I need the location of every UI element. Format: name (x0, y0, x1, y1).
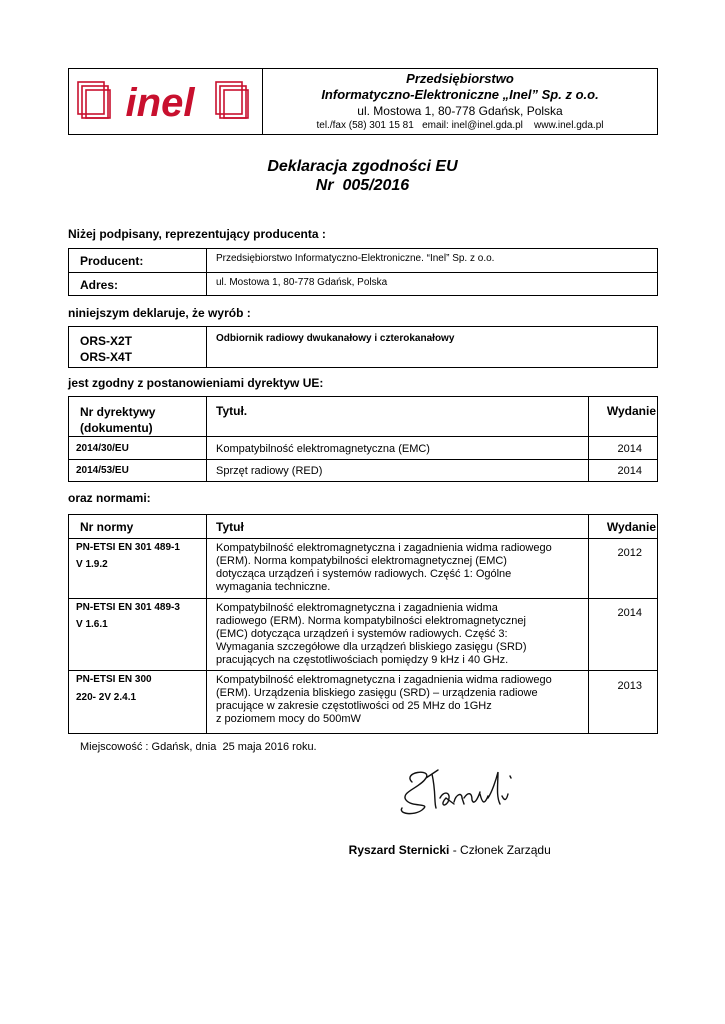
norms-header-edition: Wydanie (606, 520, 656, 534)
directives-header-title: Tytuł. (216, 404, 248, 418)
producer-table-col-divider (206, 248, 207, 296)
directives-header-divider (68, 436, 658, 437)
norm-row-2-title-line-4: Wymagania szczegółowe dla urządzeń bliskiego zasięgu (SRD) (216, 641, 527, 653)
directive-row-1-edition: 2014 (617, 443, 642, 455)
logo-graphic (76, 78, 256, 124)
directives-header-edition: Wydanie (606, 404, 656, 418)
norm-row-2-title-line-3: (EMC) dotycząca urządzeń i systemów radiowych. Część 3: (216, 628, 508, 640)
document-title: Deklaracja zgodności EU (267, 158, 458, 175)
adres-label: Adres: (80, 278, 119, 292)
signature-graphic (392, 762, 532, 824)
norms-label: oraz normami: (68, 491, 151, 505)
company-address: ul. Mostowa 1, 80-778 Gdańsk, Polska (357, 104, 563, 118)
directives-header-nr: Nr dyrektywy (dokumentu) (80, 405, 156, 435)
signatory-role: - Członek Zarządu (449, 843, 551, 857)
norm-row-3-title-line-4: z poziomem mocy do 500mW (216, 713, 361, 725)
directives-label: jest zgodny z postanowieniami dyrektyw UE: (68, 376, 324, 390)
producer-table-row-divider (68, 272, 658, 273)
norm-row-1-nr: PN-ETSI EN 301 489-1 (76, 542, 180, 553)
norms-row-divider-2 (68, 670, 658, 671)
norm-row-3-title-line-1: Kompatybilność elektromagnetyczna i zagadnienia widma radiowego (216, 674, 552, 686)
norm-row-1-title-line-1: Kompatybilność elektromagnetyczna i zagadnienia widma radiowego (216, 542, 552, 554)
norm-row-3-title-line-2: (ERM). Urządzenia bliskiego zasięgu (SRD) – urządzenia radiowe (216, 687, 538, 699)
svg-text:inel: inel (125, 81, 195, 124)
norms-row-divider-1 (68, 598, 658, 599)
norm-row-2-nr: PN-ETSI EN 301 489-3 (76, 602, 180, 613)
norm-row-3-title-line-3: pracujące w zakresie częstotliwości od 25 MHz do 1GHz (216, 700, 492, 712)
product-table-col-divider (206, 326, 207, 368)
document-number: Nr 005/2016 (315, 177, 410, 194)
company-logo (76, 78, 256, 124)
product-model-2: ORS-X4T (80, 350, 133, 364)
directive-row-2-nr: 2014/53/EU (76, 465, 129, 476)
directives-row-divider (68, 459, 658, 460)
norm-row-1-title-line-3: dotycząca urządzeń i systemów radiowych. Część 1: Ogólne (216, 568, 512, 580)
norm-row-3-version: 220- 2V 2.4.1 (76, 692, 137, 703)
norm-row-2-edition: 2014 (617, 607, 642, 619)
norm-row-1-edition: 2012 (617, 547, 642, 559)
product-description: Odbiornik radiowy dwukanałowy i czterokanałowy (216, 333, 455, 344)
directives-col-divider-1 (206, 396, 207, 482)
norm-row-1-title-line-4: wymagania techniczne. (216, 581, 331, 593)
signatory-name: Ryszard Sternicki (348, 843, 450, 857)
norm-row-1-version: V 1.9.2 (76, 559, 108, 570)
producent-value: Przedsiębiorstwo Informatyczno-Elektroniczne. “Inel” Sp. z o.o. (216, 253, 495, 264)
norm-row-2-title-line-2: radiowego (ERM). Norma kompatybilności elektromagnetycznej (216, 615, 526, 627)
directive-row-1-nr: 2014/30/EU (76, 443, 129, 454)
declares-label: niniejszym deklaruje, że wyrób : (68, 306, 251, 320)
norm-row-2-version: V 1.6.1 (76, 619, 108, 630)
norms-col-divider-1 (206, 514, 207, 734)
intro-label: Niżej podpisany, reprezentujący producenta : (68, 227, 326, 241)
norms-header-nr: Nr normy (80, 520, 134, 534)
adres-value: ul. Mostowa 1, 80-778 Gdańsk, Polska (216, 277, 388, 288)
norms-header-title: Tytuł (216, 520, 244, 534)
company-contact: tel./fax (58) 301 15 81 email: inel@inel.gda.pl www.inel.gda.pl (316, 120, 604, 131)
norm-row-1-title-line-2: (ERM). Norma kompatybilności elektromagnetycznej (EMC) (216, 555, 507, 567)
norm-row-3-nr: PN-ETSI EN 300 (76, 674, 152, 685)
signatory (342, 829, 551, 857)
norms-header-divider (68, 538, 658, 539)
norm-row-2-title-line-1: Kompatybilność elektromagnetyczna i zagadnienia widma (216, 602, 498, 614)
company-name-line2: Informatyczno-Elektroniczne „Inel” Sp. z o.o. (321, 87, 599, 102)
producent-label: Producent: (80, 254, 144, 268)
directive-row-1-title: Kompatybilność elektromagnetyczna (EMC) (216, 443, 430, 455)
handwritten-signature (392, 762, 532, 824)
norm-row-3-edition: 2013 (617, 680, 642, 692)
product-model-1: ORS-X2T (80, 334, 133, 348)
directive-row-2-edition: 2014 (617, 465, 642, 477)
norm-row-2-title-line-5: pracujących na częstotliwościach pomiędzy 9 kHz i 40 GHz. (216, 654, 509, 666)
company-name-line1: Przedsiębiorstwo (406, 71, 514, 86)
place-date: Miejscowość : Gdańsk, dnia 25 maja 2016 roku. (80, 741, 317, 753)
directive-row-2-title: Sprzęt radiowy (RED) (216, 465, 323, 477)
